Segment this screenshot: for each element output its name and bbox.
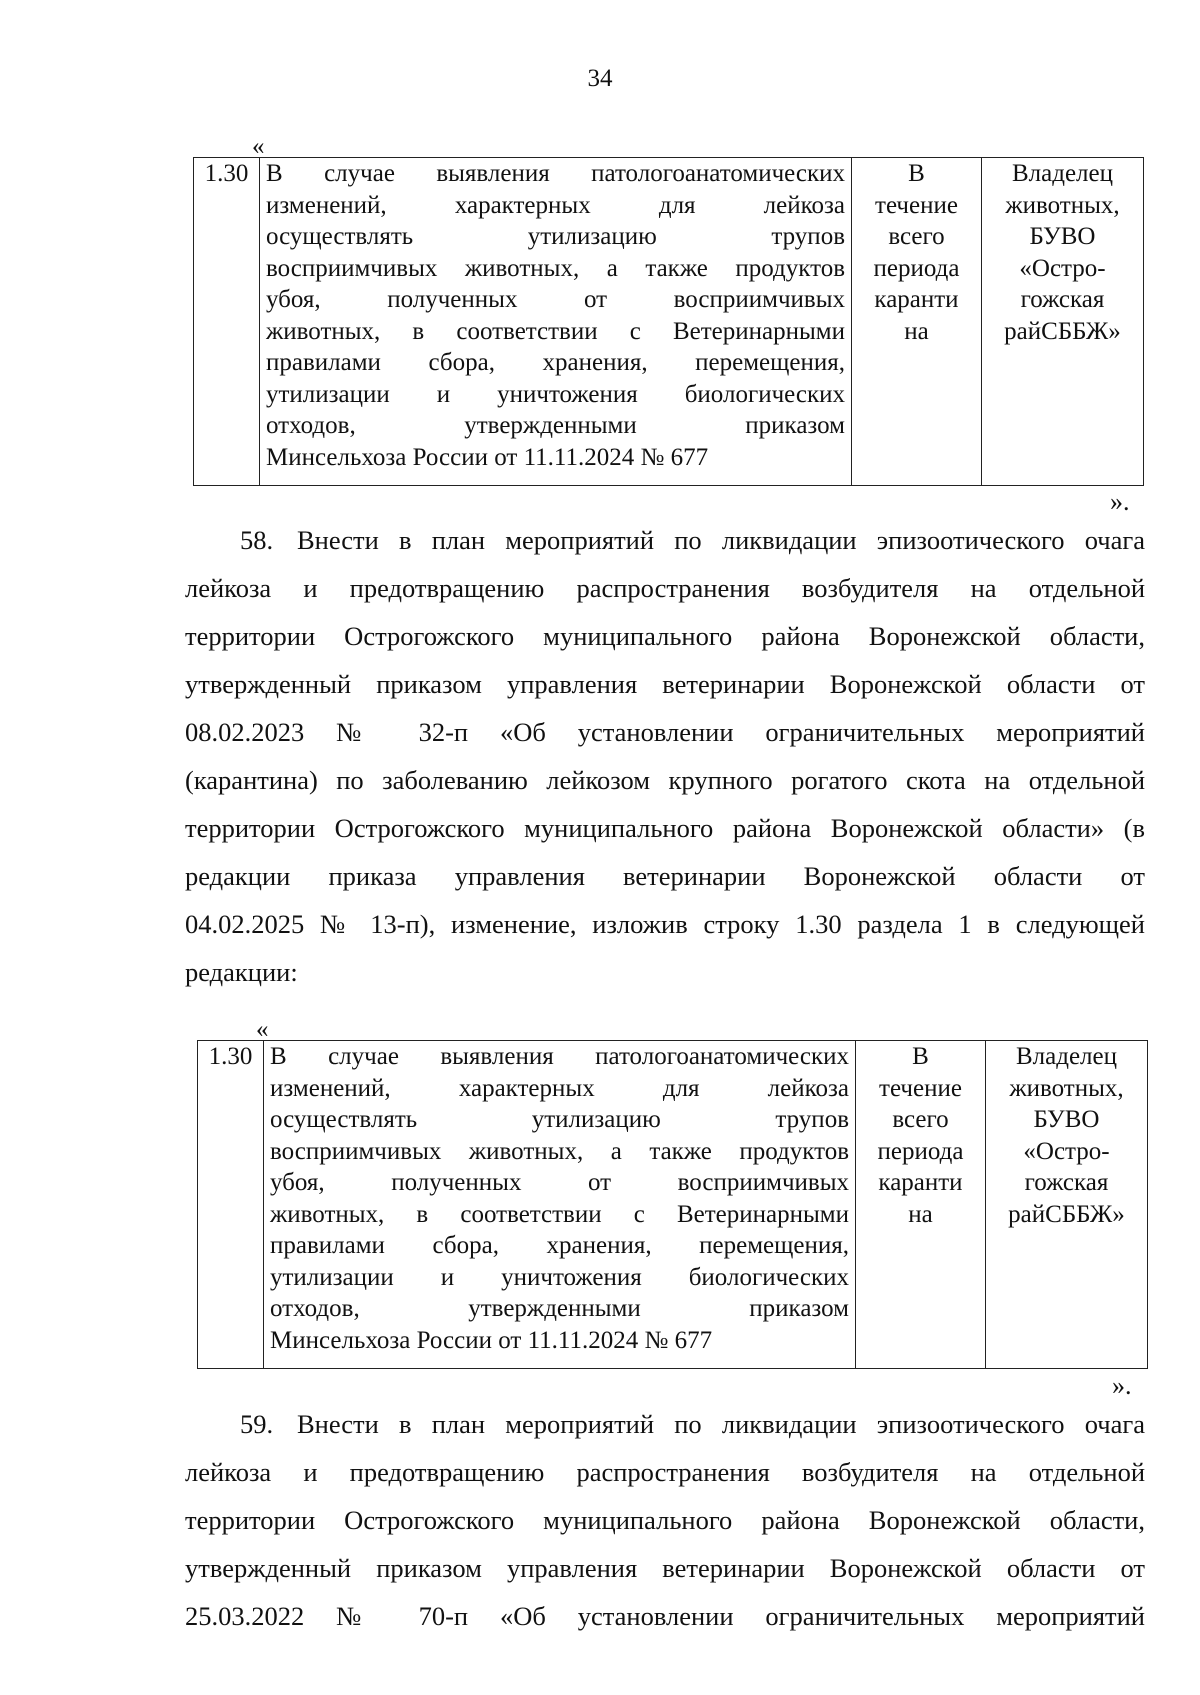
responsible-cell [986, 1041, 1148, 1369]
responsible-line: гожская [1024, 1169, 1109, 1196]
paragraph-line: Внести в план мероприятий по ликвидации эпизоотического очага [297, 1409, 1145, 1439]
measure-line: Минсельхоза России от 11.11.2024 № 677 [270, 1326, 713, 1354]
responsible-line: животных, [1005, 191, 1120, 219]
term-cell [852, 158, 982, 486]
measure-text [260, 158, 852, 486]
table-close-quote: ». [1110, 487, 1130, 516]
term-line: периода [873, 254, 960, 282]
paragraph-line: утвержденный приказом управления ветеринарии Воронежской области от [185, 669, 1145, 699]
responsible-line: райСББЖ» [1008, 1200, 1125, 1228]
measure-line: убоя, полученных от восприимчивых [270, 1169, 849, 1196]
responsible-cell [982, 158, 1144, 486]
table-close-quote: ». [1112, 1371, 1132, 1400]
term-line: каранти [878, 1169, 963, 1196]
paragraph-line: утвержденный приказом управления ветеринарии Воронежской области от [185, 1553, 1145, 1583]
measure-line: В случае выявления патологоанатомических [266, 160, 845, 187]
responsible-line: гожская [1020, 286, 1105, 313]
paragraph-line: 08.02.2023 № 32-п «Об установлении ограничительных мероприятий [185, 717, 1145, 747]
plan-table-row [193, 157, 1144, 486]
paragraph-number: 58. [240, 525, 274, 555]
term-line: на [904, 317, 929, 345]
table-open-quote: « [256, 1016, 269, 1043]
measure-line: убоя, полученных от восприимчивых [266, 286, 845, 313]
paragraph-line: лейкоза и предотвращению распространения возбудителя на отдельной [185, 1457, 1145, 1487]
measure-line: изменений, характерных для лейкоза [266, 191, 845, 219]
measure-line: правилами сбора, хранения, перемещения, [266, 349, 845, 376]
paragraph-line: редакции приказа управления ветеринарии Воронежской области от [185, 861, 1145, 891]
measure-line: осуществлять утилизацию трупов [266, 223, 845, 250]
term-line: всего [892, 1106, 949, 1133]
responsible-line: райСББЖ» [1004, 317, 1121, 345]
paragraph-line: территории Острогожского муниципального района Воронежской области» (в [185, 813, 1145, 843]
measure-line: животных, в соответствии с Ветеринарными [266, 317, 845, 345]
measure-line: отходов, утвержденными приказом [266, 412, 845, 439]
paragraph-line: лейкоза и предотвращению распространения возбудителя на отдельной [185, 573, 1145, 603]
responsible-line: «Остро- [1019, 254, 1106, 282]
responsible-line: Владелец [1011, 160, 1113, 187]
page-number: 34 [587, 65, 613, 92]
term-line: периода [877, 1137, 964, 1165]
paragraph-line: (карантина) по заболеванию лейкозом крупного рогатого скота на отдельной [185, 765, 1145, 795]
measure-line: изменений, характерных для лейкоза [270, 1074, 849, 1102]
paragraph-line: Внести в план мероприятий по ликвидации эпизоотического очага [297, 525, 1145, 555]
measure-text [264, 1041, 856, 1369]
responsible-line: БУВО [1029, 223, 1096, 250]
term-cell [856, 1041, 986, 1369]
measure-line: утилизации и уничтожения биологических [266, 380, 845, 408]
row-number: 1.30 [198, 1041, 264, 1369]
term-line: В [912, 1043, 929, 1070]
measure-line: восприимчивых животных, а также продуктов [266, 254, 845, 282]
responsible-line: БУВО [1033, 1106, 1100, 1133]
paragraph-line: редакции: [185, 957, 298, 987]
measure-line: животных, в соответствии с Ветеринарными [270, 1200, 849, 1228]
row-number: 1.30 [194, 158, 260, 486]
measure-line: утилизации и уничтожения биологических [270, 1263, 849, 1291]
paragraph-number: 59. [240, 1409, 274, 1439]
table-open-quote: « [252, 133, 265, 160]
paragraph-line: территории Острогожского муниципального района Воронежской области, [185, 621, 1145, 651]
paragraph-line: 04.02.2025 № 13-п), изменение, изложив строку 1.30 раздела 1 в следующей [185, 909, 1145, 939]
paragraph-line: территории Острогожского муниципального района Воронежской области, [185, 1505, 1145, 1535]
term-line: на [908, 1200, 933, 1228]
paragraph-58 [185, 516, 1145, 996]
responsible-line: «Остро- [1023, 1137, 1110, 1165]
measure-line: осуществлять утилизацию трупов [270, 1106, 849, 1133]
paragraph-59 [185, 1400, 1145, 1640]
paragraph-line: 25.03.2022 № 70-п «Об установлении ограничительных мероприятий [185, 1601, 1145, 1631]
measure-line: Минсельхоза России от 11.11.2024 № 677 [266, 443, 709, 471]
responsible-line: Владелец [1015, 1043, 1117, 1070]
measure-line: В случае выявления патологоанатомических [270, 1043, 849, 1070]
measure-line: отходов, утвержденными приказом [270, 1295, 849, 1322]
measure-line: правилами сбора, хранения, перемещения, [270, 1232, 849, 1259]
term-line: каранти [874, 286, 959, 313]
measure-line: восприимчивых животных, а также продуктов [270, 1137, 849, 1165]
term-line: течение [879, 1074, 962, 1102]
term-line: всего [888, 223, 945, 250]
plan-table-row [197, 1040, 1148, 1369]
responsible-line: животных, [1009, 1074, 1124, 1102]
term-line: течение [875, 191, 958, 219]
term-line: В [908, 160, 925, 187]
